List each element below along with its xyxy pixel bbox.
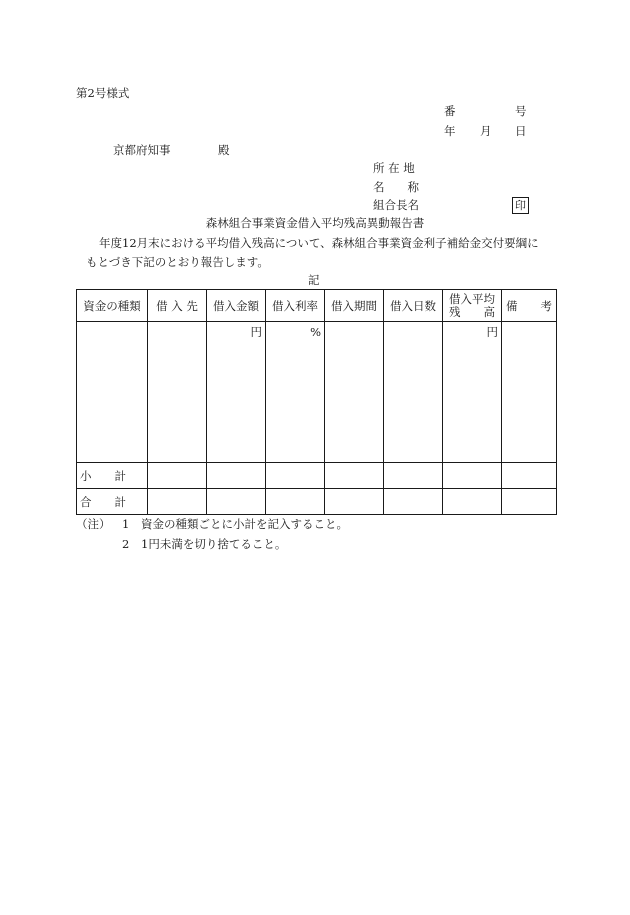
note-1-number: 1: [122, 517, 130, 531]
cell-average-unit: 円: [443, 322, 502, 463]
header-average-line-2: 残 高: [449, 304, 495, 319]
subtotal-label: 小 計: [77, 463, 148, 489]
body-line-2: もとづき下記のとおり報告します。: [86, 255, 269, 269]
cell-empty: [148, 489, 207, 515]
header-period: 借入期間: [325, 290, 384, 322]
header-remarks: 備 考: [502, 290, 557, 322]
number-suffix: 号: [515, 104, 527, 118]
note-1-text: 資金の種類ごとに小計を記入すること。: [141, 517, 348, 531]
total-label: 合 計: [77, 489, 148, 515]
total-row: [77, 489, 557, 515]
cell-empty: [325, 489, 384, 515]
subtotal-row: [77, 463, 557, 489]
number-label: 番: [444, 104, 456, 118]
table-header-row: [77, 290, 557, 322]
header-lender: 借 入 先: [148, 290, 207, 322]
head-label: 組合長名: [373, 198, 419, 212]
cell-empty: [502, 489, 557, 515]
seal-mark: 印: [512, 197, 529, 214]
form-number: 第2号様式: [76, 86, 130, 100]
cell-days: [384, 322, 443, 463]
header-average-line-1: 借入平均: [449, 291, 495, 306]
header-days: 借入日数: [384, 290, 443, 322]
cell-empty: [384, 463, 443, 489]
cell-lender: [148, 322, 207, 463]
cell-empty: [207, 489, 266, 515]
cell-empty: [502, 463, 557, 489]
cell-empty: [384, 489, 443, 515]
cell-rate-unit: %: [266, 322, 325, 463]
name-label: 名 称: [373, 180, 419, 194]
cell-period: [325, 322, 384, 463]
header-amount: 借入金額: [207, 290, 266, 322]
date-month: 月: [480, 124, 492, 138]
cell-amount-unit: 円: [207, 322, 266, 463]
document-title: 森林組合事業資金借入平均残高異動報告書: [205, 216, 425, 230]
report-table: [76, 289, 557, 515]
cell-empty: [266, 463, 325, 489]
note-2-text: 1円未満を切り捨てること。: [141, 537, 287, 551]
body-line-1: 年度12月末における平均借入残高について、森林組合事業資金利子補給金交付要綱に: [99, 236, 539, 250]
addressee-name: 京都府知事: [113, 143, 171, 157]
cell-empty: [443, 463, 502, 489]
cell-fund-type: [77, 322, 148, 463]
ki-heading: 記: [308, 273, 320, 287]
header-average-balance: [443, 290, 502, 322]
header-rate: 借入利率: [266, 290, 325, 322]
notes-prefix: （注）: [76, 517, 111, 531]
date-day: 日: [515, 124, 527, 138]
addressee-honorific: 殿: [218, 143, 230, 157]
header-fund-type: 資金の種類: [77, 290, 148, 322]
cell-empty: [207, 463, 266, 489]
cell-empty: [443, 489, 502, 515]
note-2-number: 2: [122, 537, 130, 551]
address-label: 所 在 地: [373, 161, 415, 175]
cell-empty: [325, 463, 384, 489]
cell-empty: [148, 463, 207, 489]
cell-remarks: [502, 322, 557, 463]
table-row: [77, 322, 557, 463]
cell-empty: [266, 489, 325, 515]
date-year: 年: [444, 124, 456, 138]
